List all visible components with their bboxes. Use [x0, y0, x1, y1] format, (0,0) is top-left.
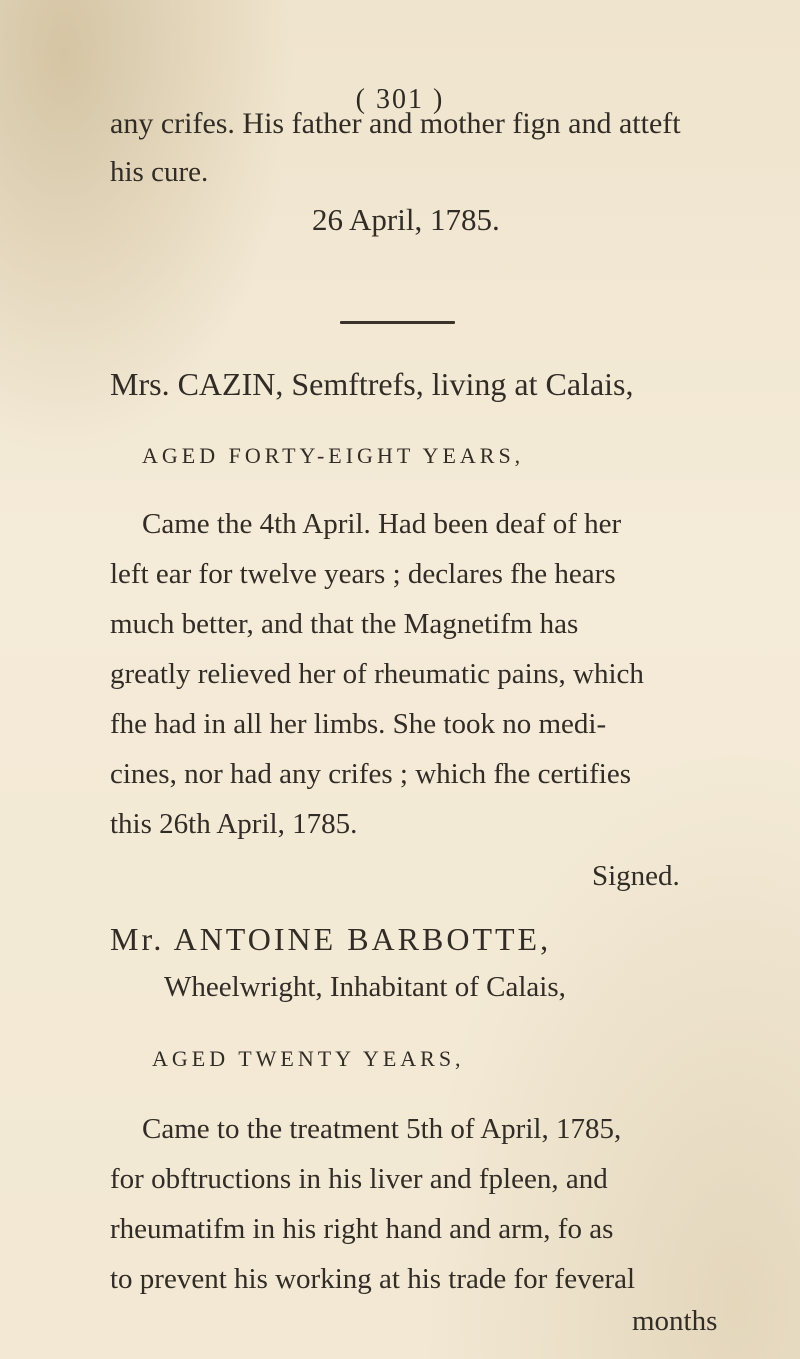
- entry-age: AGED FORTY-EIGHT YEARS,: [142, 443, 525, 468]
- text-line: greatly relieved her of rheumatic pains, which: [110, 658, 644, 690]
- text-line: any crifes. His father and mother fign and atteft: [110, 107, 681, 140]
- entry-occupation: Wheelwright, Inhabitant of Calais,: [164, 971, 566, 1003]
- signed-label: Signed.: [592, 860, 680, 892]
- text-line: for obftructions in his liver and fpleen, and: [110, 1163, 608, 1195]
- entry-heading: Mrs. CAZIN, Semftrefs, living at Calais,: [110, 366, 634, 402]
- text-line: rheumatifm in his right hand and arm, fo as: [110, 1213, 614, 1245]
- text-line: much better, and that the Magnetifm has: [110, 608, 579, 640]
- entry-age: AGED TWENTY YEARS,: [152, 1046, 465, 1071]
- text-line: left ear for twelve years ; declares fhe hears: [110, 558, 616, 590]
- text-line: fhe had in all her limbs. She took no medi-: [110, 708, 607, 740]
- text-line: his cure.: [110, 156, 209, 188]
- text-line: this 26th April, 1785.: [110, 808, 358, 840]
- text-line: to prevent his working at his trade for feveral: [110, 1263, 636, 1295]
- text-line: Came the 4th April. Had been deaf of her: [142, 508, 622, 540]
- text-line: cines, nor had any crifes ; which fhe certifies: [110, 758, 631, 790]
- date-line: 26 April, 1785.: [312, 202, 500, 237]
- text-line: months: [632, 1305, 718, 1337]
- text-line: Came to the treatment 5th of April, 1785,: [142, 1113, 622, 1145]
- page-number: ( 301 ): [355, 84, 445, 115]
- entry-heading: Mr. ANTOINE BARBOTTE,: [110, 921, 552, 957]
- section-divider: [340, 321, 455, 324]
